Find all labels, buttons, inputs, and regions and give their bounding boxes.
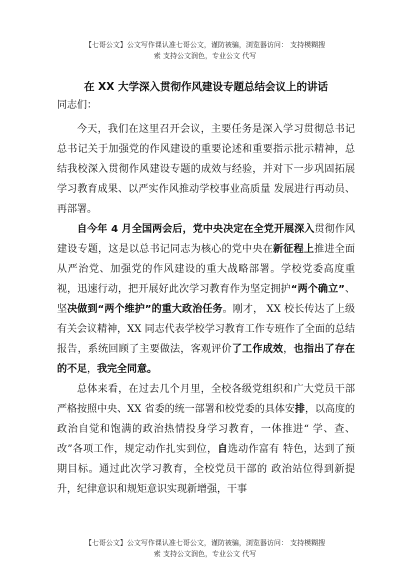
body-paragraph <box>57 380 355 500</box>
emphasized-text: 新征程上 <box>273 244 315 255</box>
emphasized-text: 了工作成效 <box>231 344 284 355</box>
body-paragraph <box>57 220 355 380</box>
emphasized-text: 自今年 4 月全国两会后，党中央决定在全党开展深入 <box>77 224 315 235</box>
document-body <box>57 80 355 500</box>
emphasized-text: 自 <box>217 444 228 455</box>
emphasized-text: “两个确立” <box>290 284 345 295</box>
paragraph-text: ， <box>283 344 294 355</box>
paragraph-text: ，以高度的政治自觉和饱满的政治热情投身学习教育，一体推进“ 学、查、改”各项工作，规定动作扎实到位， <box>57 404 356 455</box>
header-notice-line-1: 【七哥公文】公文写作课认准七哥公文，谨防被骗，浏览器访问： 支持模糊搜 <box>84 41 326 49</box>
paragraph-text: 推进全面从严治党、加强党的作风建设的重大战略部署。学校党委高度重视，迅速行动，把开展好此次学习教育作为坚定拥护 <box>57 244 356 295</box>
paragraph-text: 贯彻作风建设专题，这是以总书记同志为核心的党中央在 <box>57 224 356 255</box>
paragraph-list <box>57 120 355 500</box>
header-notice <box>0 40 410 62</box>
document-title: 在 XX 大学深入贯彻作风建设专题总结会议上的讲话 <box>83 81 328 93</box>
paragraph-text: 总体来看，在过去几个月里，全校各级党组织和广大党员干部严格按照中央、XX 省委的统一部署和校党委的具体安 <box>57 384 355 415</box>
emphasized-text: 我完全同意。 <box>97 364 157 375</box>
paragraph-text: 今天，我们在这里召开会议，主要任务是深入学习贯彻总书记总书记关于加强党的作风建设的重要论述和重要指示批示精神，总结我校深入贯彻作风建设专题的成效与经验，并对下一步巩固拓展学习教育成果、以严实作风推动学校事业高质量 发展进行再动员、再部署。 <box>57 124 355 215</box>
footer-notice <box>0 538 410 560</box>
body-paragraph <box>57 120 355 220</box>
emphasized-text: 决做到“两个维护”的重大政治任务 <box>67 304 223 315</box>
paragraph-text: ， <box>87 364 97 375</box>
footer-notice-line-2: 索 支持公文润色，专业公文 代写 <box>153 550 257 558</box>
emphasized-text: 也指出了存在的不足 <box>57 344 356 375</box>
emphasized-text: 排 <box>294 404 305 415</box>
paragraph-text: 、坚 <box>57 284 355 315</box>
footer-notice-line-1: 【七哥公文】公文写作课认准七哥公文，谨防被骗，浏览器访问： 支持模糊搜 <box>84 539 326 547</box>
paragraph-text: 。刚才， XX 校长传达了上级有关会议精神，XX 同志代表学校学习教育工作专班作了全面的总结报告，系统回顾了主要做法，客观评价 <box>57 304 355 355</box>
paragraph-text: 选动作富有 特色，达到了预期目标。通过此次学习教育，全校党员干部的 政治站位得到新提升，纪律意识和规矩意识实现新增强，干事 <box>57 444 355 495</box>
header-notice-line-2: 索 支持公文润色，专业公文 代写 <box>153 52 257 60</box>
salutation: 同志们： <box>57 100 97 111</box>
